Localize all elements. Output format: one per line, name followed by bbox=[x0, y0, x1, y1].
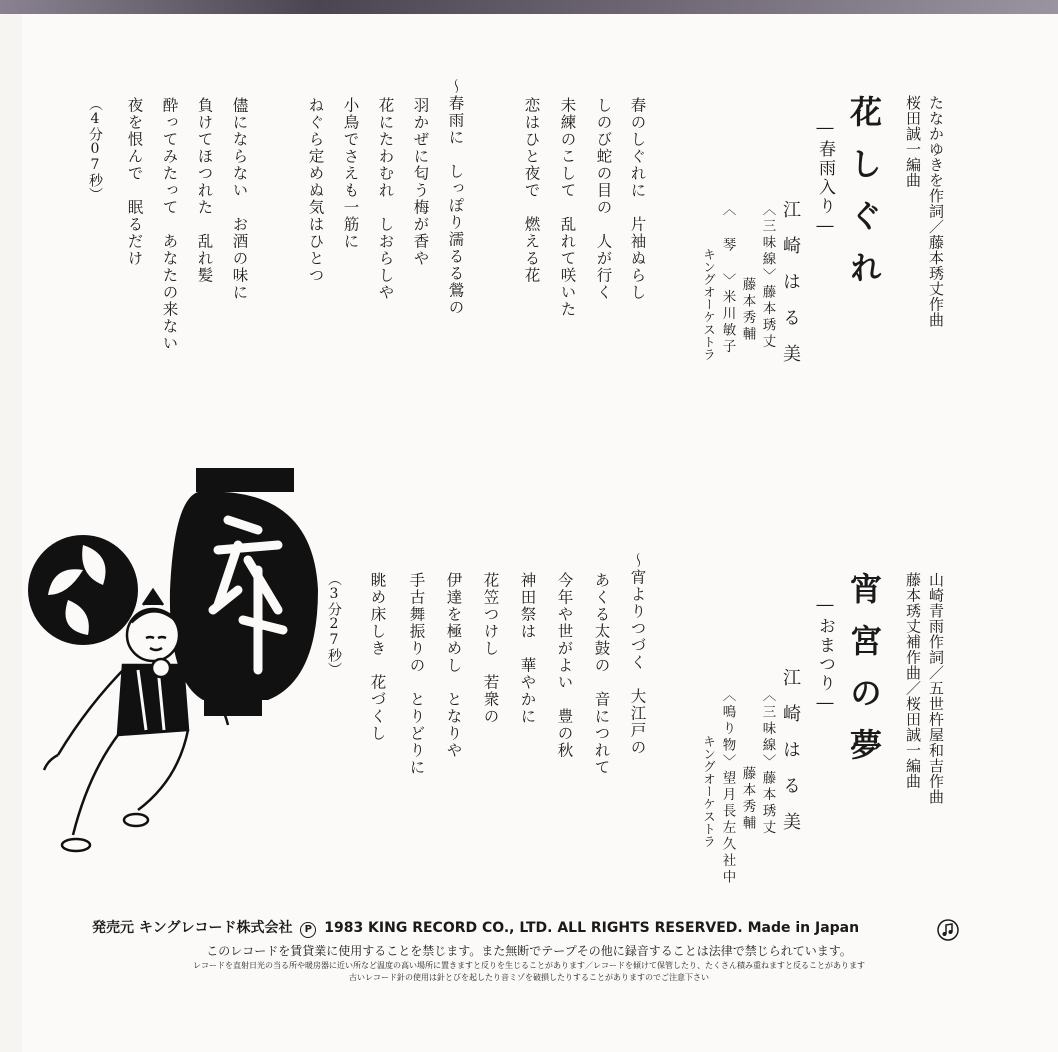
song1-orchestra: キングオーケストラ bbox=[701, 248, 717, 361]
lyric-line: 神田祭は 華やかに bbox=[518, 572, 537, 725]
song2-artist: 江崎はる美 bbox=[780, 668, 801, 848]
lyric-line: 負けてほつれた 乱れ髪 bbox=[195, 97, 214, 284]
song2-performer-narimono: 〈鳴り物〉望月長左久社中 bbox=[719, 688, 736, 886]
lyric-line: 花にたわむれ しおらしや bbox=[376, 97, 395, 301]
top-edge bbox=[0, 0, 1058, 14]
lyric-line: 夜を恨んで 眠るだけ bbox=[125, 97, 144, 267]
copyright: 1983 KING RECORD CO., LTD. ALL RIGHTS RESERVED. Made in Japan bbox=[324, 920, 860, 936]
song2-credits-composer: 山崎青雨作詞／五世杵屋和吉作曲 bbox=[927, 572, 945, 805]
song2-performer-shamisen: 〈三味線〉藤本琇丈 bbox=[759, 688, 776, 837]
song1-duration: （4分07秒） bbox=[87, 97, 103, 201]
song1-subtitle: ―春雨入り― bbox=[815, 118, 835, 238]
lyric-line: 今年や世がよい 豊の秋 bbox=[555, 572, 574, 759]
song1-title: 花しぐれ bbox=[845, 95, 883, 303]
song2-performer-2: 藤本秀輔 bbox=[739, 766, 756, 832]
song2-credits-arranger: 藤本琇丈補作曲／桜田誠一編曲 bbox=[904, 572, 922, 789]
lyric-line: 羽かぜに匂う梅が香や bbox=[411, 97, 430, 267]
lyric-line: 伊達を極めし となりや bbox=[444, 572, 463, 759]
lyric-line: 〜春雨に しっぽり濡るる鶯の bbox=[446, 78, 465, 316]
song1-performer-shamisen: 〈三味線〉藤本琇丈 bbox=[759, 202, 776, 351]
lyric-line: 酔ってみたって あなたの来ない bbox=[160, 97, 179, 352]
phonogram-icon: P bbox=[300, 922, 316, 938]
lyric-line: 春のしぐれに 片袖ぬらし bbox=[628, 97, 647, 301]
lyric-line: 未練のこして 乱れて咲いた bbox=[558, 97, 577, 318]
lyric-line: 小鳥でさえも一筋に bbox=[341, 97, 360, 250]
song2-title: 宵宮の夢 bbox=[845, 572, 883, 780]
song1-credits-composer: たなかゆきを作詞／藤本琇丈作曲 bbox=[927, 95, 945, 328]
music-note-icon bbox=[936, 918, 960, 942]
song1-artist: 江崎はる美 bbox=[780, 200, 801, 380]
lyric-line: 手古舞振りの とりどりに bbox=[407, 572, 426, 776]
rental-notice: このレコードを賃貸業に使用することを禁じます。また無断でテープその他に録音することは法律で禁じられています。 bbox=[206, 944, 852, 958]
festival-illustration bbox=[28, 460, 328, 860]
lantern-icon bbox=[170, 468, 318, 716]
care-notice-1: レコードを直射日光の当る所や暖房器に近い所など温度の高い場所に置きますと反りを生じることがあります／レコードを傾けて保管したり、たくさん積み重ねますと反ることがあります bbox=[193, 961, 865, 970]
lyric-line: あくる太鼓の 音につれて bbox=[592, 572, 611, 776]
lyric-line: 恋はひと夜で 燃える花 bbox=[522, 97, 541, 284]
lyric-line: 儘にならない お酒の味に bbox=[230, 97, 249, 301]
lyric-line: ねぐら定めぬ気はひとつ bbox=[306, 97, 325, 284]
lyric-line: 眺め床しき 花づくし bbox=[368, 572, 387, 742]
song1-performer-koto: 〈 琴 〉米川敏子 bbox=[719, 202, 736, 356]
song1-performer-2: 藤本秀輔 bbox=[739, 277, 756, 343]
song2-orchestra: キングオーケストラ bbox=[701, 735, 717, 848]
song1-credits-arranger: 桜田誠一編曲 bbox=[904, 95, 922, 188]
care-notice-2: 古いレコード針の使用は針とびを起したり音ミゾを破損したりすることがありますのでご注意下さい bbox=[349, 973, 709, 982]
lyric-line: 〜宵よりつづく 大江戸の bbox=[628, 552, 647, 756]
publisher: 発売元 キングレコード株式会社 bbox=[92, 920, 293, 936]
song2-duration: （3分27秒） bbox=[326, 572, 342, 676]
song2-subtitle: ―おまつり― bbox=[815, 595, 835, 715]
lyric-line: 花笠つけし 若衆の bbox=[481, 572, 500, 725]
lyric-line: しのび蛇の目の 人が行く bbox=[594, 97, 613, 301]
publisher-line bbox=[92, 917, 859, 938]
tomoe-crest-icon bbox=[28, 535, 138, 645]
